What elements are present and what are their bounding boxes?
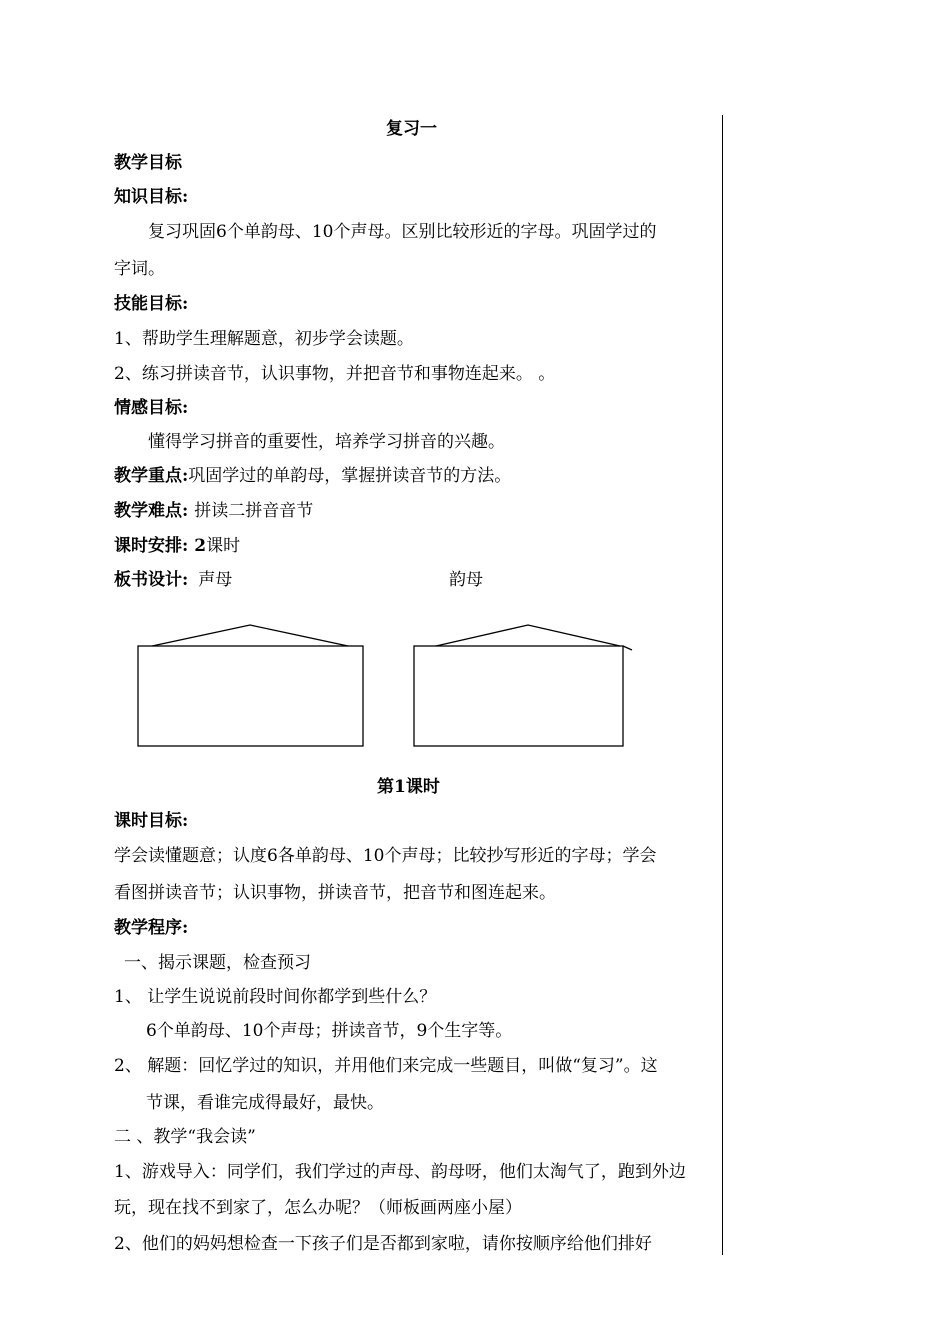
difficulty-row (114, 500, 313, 522)
procedure-label: 教学程序: (114, 918, 189, 938)
board-label: 板书设计: (114, 570, 189, 590)
lesson-goal-line1: 学会读懂题意；认度6各单韵母、10个声母；比较抄写形近的字母；学会 (114, 846, 657, 866)
focus-text: 巩固学过的单韵母，掌握拼读音节的方法。 (188, 466, 512, 486)
schedule-label: 课时安排: (114, 536, 189, 556)
lesson1-title-prefix: 第 (377, 777, 394, 797)
page-right-border (722, 115, 723, 1255)
difficulty-text: 拼读二拼音音节 (194, 501, 314, 521)
focus-label: 教学重点: (114, 466, 189, 486)
skill-item-2: 2、练习拼读音节，认识事物，并把音节和事物连起来。 。 (114, 364, 556, 384)
skill-item-1: 1、帮助学生理解题意，初步学会读题。 (114, 329, 414, 349)
skill-label: 技能目标: (114, 294, 189, 314)
step1-item2-line2: 节课，看谁完成得最好，最快。 (146, 1093, 384, 1113)
lesson1-title-suffix: 课时 (405, 777, 440, 797)
lesson1-title-number: 1 (394, 777, 406, 797)
page-title: 复习一 (386, 119, 437, 139)
knowledge-text-line1: 复习巩固6个单韵母、10个声母。区别比较形近的字母。巩固学过的 (148, 222, 657, 242)
difficulty-label: 教学难点: (114, 501, 189, 521)
knowledge-text-line2: 字词。 (114, 259, 165, 279)
schedule-row (114, 535, 240, 557)
board-initials-label: 声母 (198, 570, 233, 590)
lesson1-title (377, 776, 440, 798)
focus-row (114, 465, 511, 487)
emotion-label: 情感目标: (114, 398, 189, 418)
house-left (138, 625, 363, 746)
step1-item1-answer: 6个单韵母、10个声母；拼读音节，9个生字等。 (146, 1021, 513, 1041)
goals-heading: 教学目标 (114, 153, 182, 173)
board-row (114, 569, 232, 591)
step1-item2-line1: 2、 解题：回忆学过的知识，并用他们来完成一些题目，叫做“复习”。这 (114, 1056, 658, 1076)
step2-item2: 2、他们的妈妈想检查一下孩子们是否都到家啦，请你按顺序给他们排好 (114, 1234, 652, 1254)
schedule-unit: 课时 (206, 536, 241, 556)
house-right (414, 625, 632, 746)
lesson-goal-line2: 看图拼读音节；认识事物，拼读音节，把音节和图连起来。 (114, 883, 556, 903)
knowledge-label: 知识目标: (114, 187, 189, 207)
step2-item1-line1: 1、游戏导入：同学们，我们学过的声母、韵母呀，他们太淘气了，跑到外边 (114, 1162, 686, 1182)
step2-item1-line2: 玩，现在找不到家了，怎么办呢？（师板画两座小屋） (114, 1198, 522, 1218)
step1-item1: 1、 让学生说说前段时间你都学到些什么？ (114, 987, 437, 1007)
emotion-text: 懂得学习拼音的重要性，培养学习拼音的兴趣。 (148, 432, 505, 452)
step2-heading: 二 、教学“我会读” (114, 1127, 256, 1147)
board-finals-label: 韵母 (449, 570, 483, 590)
board-houses-drawing (120, 618, 640, 754)
schedule-number: 2 (194, 536, 207, 556)
step1-heading: 一、揭示课题，检查预习 (124, 953, 311, 973)
lesson-goal-label: 课时目标: (114, 811, 189, 831)
